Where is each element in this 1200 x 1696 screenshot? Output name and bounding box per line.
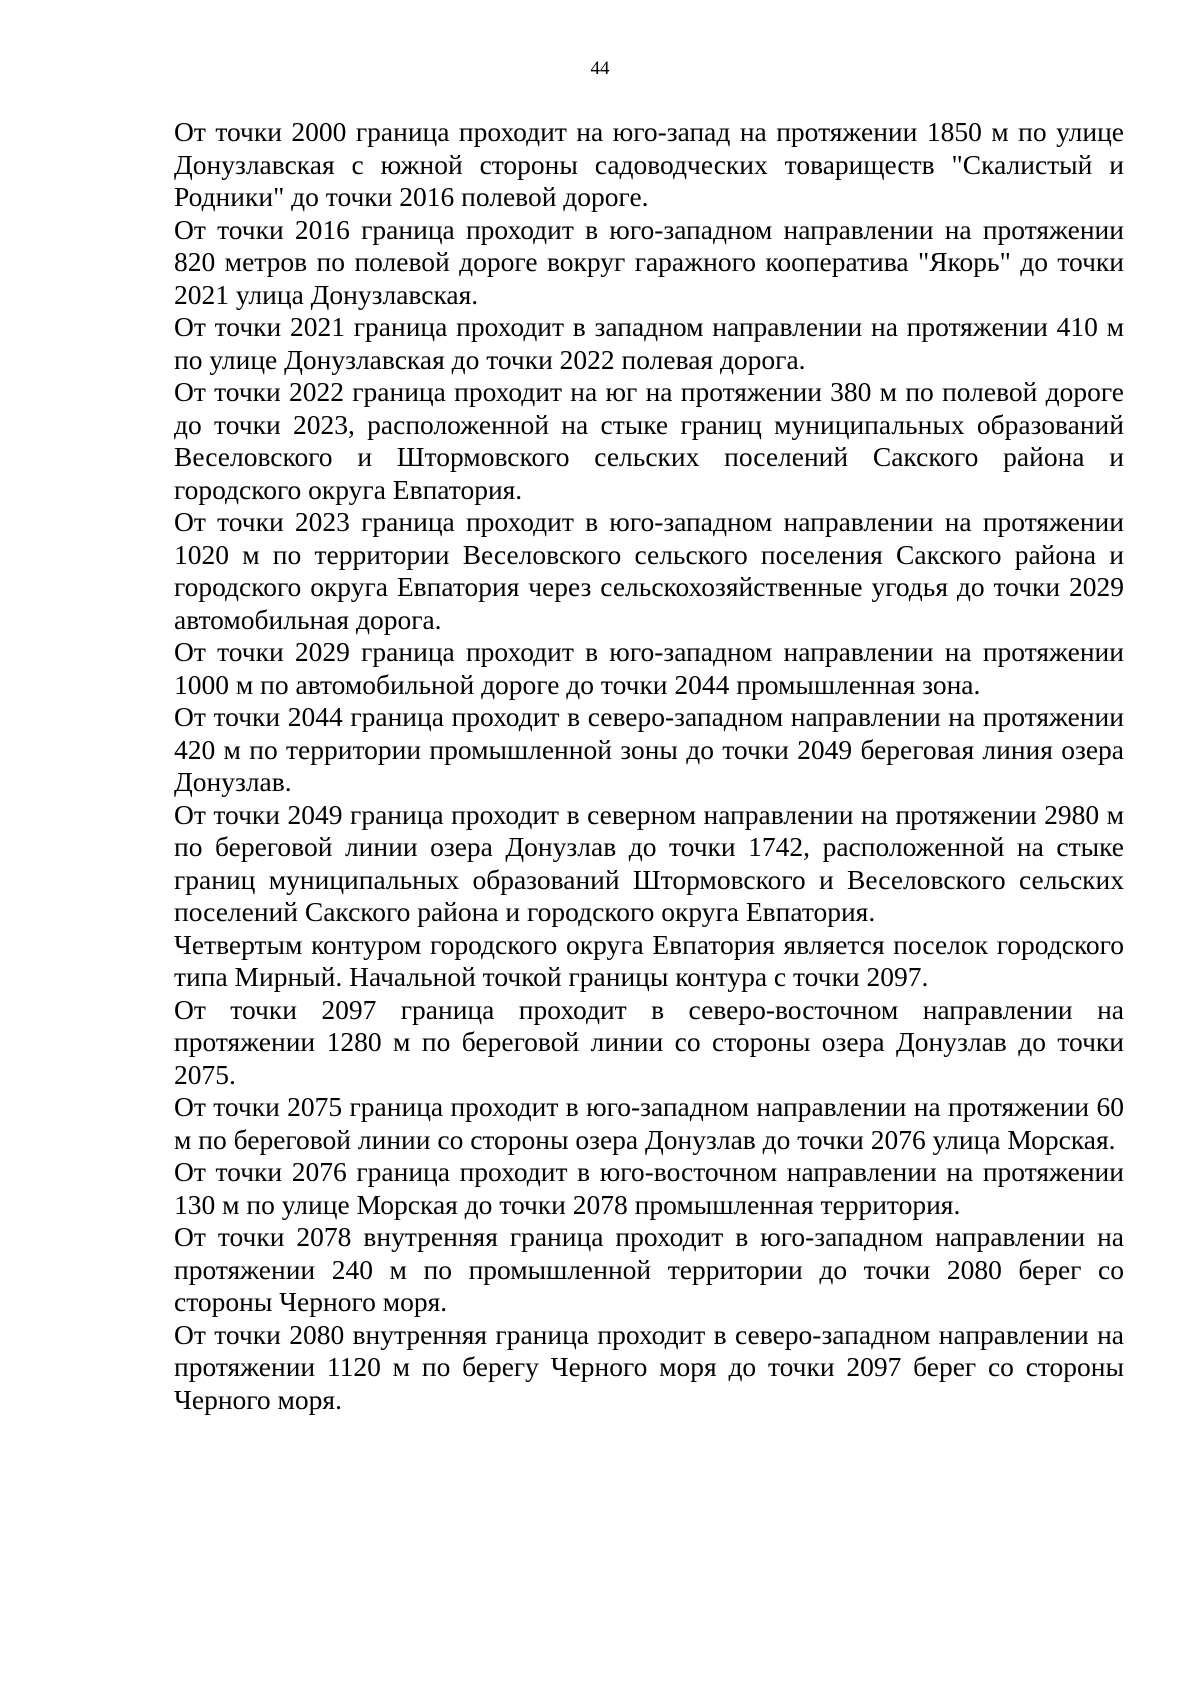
paragraph: От точки 2080 внутренняя граница проходит в северо-западном направлении на протяжении 1120 м по берегу Черного моря до точки 2097 берег со стороны Черного моря.: [174, 1318, 1124, 1415]
paragraph: От точки 2029 граница проходит в юго-западном направлении на протяжении 1000 м по автомобильной дороге до точки 2044 промышленная зона.: [174, 636, 1124, 700]
paragraph: От точки 2049 граница проходит в северном направлении на протяжении 2980 м по береговой линии озера Донузлав до точки 1742, расположенной на стыке границ муниципальных образований Штормовского и Веселовского сельских поселений Сакского района и городского округа Евпатория.: [174, 798, 1124, 927]
paragraph: От точки 2097 граница проходит в северо-восточном направлении на протяжении 1280 м по береговой линии со стороны озера Донузлав до точки 2075.: [174, 993, 1124, 1090]
document-body: [174, 116, 1124, 1416]
paragraph: От точки 2076 граница проходит в юго-восточном направлении на протяжении 130 м по улице Морская до точки 2078 промышленная территория.: [174, 1156, 1124, 1220]
paragraph: От точки 2000 граница проходит на юго-запад на протяжении 1850 м по улице Донузлавская с южной стороны садоводческих товариществ "Скалистый и Родники" до точки 2016 полевой дороге.: [174, 116, 1124, 212]
paragraph: От точки 2078 внутренняя граница проходит в юго-западном направлении на протяжении 240 м по промышленной территории до точки 2080 берег со стороны Черного моря.: [174, 1221, 1124, 1317]
paragraph: От точки 2021 граница проходит в западном направлении на протяжении 410 м по улице Донузлавская до точки 2022 полевая дорога.: [174, 311, 1124, 375]
paragraph: От точки 2075 граница проходит в юго-западном направлении на протяжении 60 м по береговой линии со стороны озера Донузлав до точки 2076 улица Морская.: [174, 1091, 1124, 1155]
paragraph: От точки 2016 граница проходит в юго-западном направлении на протяжении 820 метров по полевой дороге вокруг гаражного кооператива "Якорь" до точки 2021 улица Донузлавская.: [174, 213, 1124, 310]
paragraph: Четвертым контуром городского округа Евпатория является поселок городского типа Мирный. Начальной точкой границы контура с точки 2097.: [174, 928, 1124, 992]
page-number: 44: [590, 58, 610, 79]
paragraph: От точки 2044 граница проходит в северо-западном направлении на протяжении 420 м по территории промышленной зоны до точки 2049 береговая линия озера Донузлав.: [174, 701, 1124, 797]
paragraph: От точки 2023 граница проходит в юго-западном направлении на протяжении 1020 м по территории Веселовского сельского поселения Сакского района и городского округа Евпатория через сельскохозяйственные угодья до точки 2029 автомобильная дорога.: [174, 506, 1124, 635]
paragraph: От точки 2022 граница проходит на юг на протяжении 380 м по полевой дороге до точки 2023, расположенной на стыке границ муниципальных образований Веселовского и Штормовского сельских поселений Сакского района и городского округа Евпатория.: [174, 376, 1124, 505]
